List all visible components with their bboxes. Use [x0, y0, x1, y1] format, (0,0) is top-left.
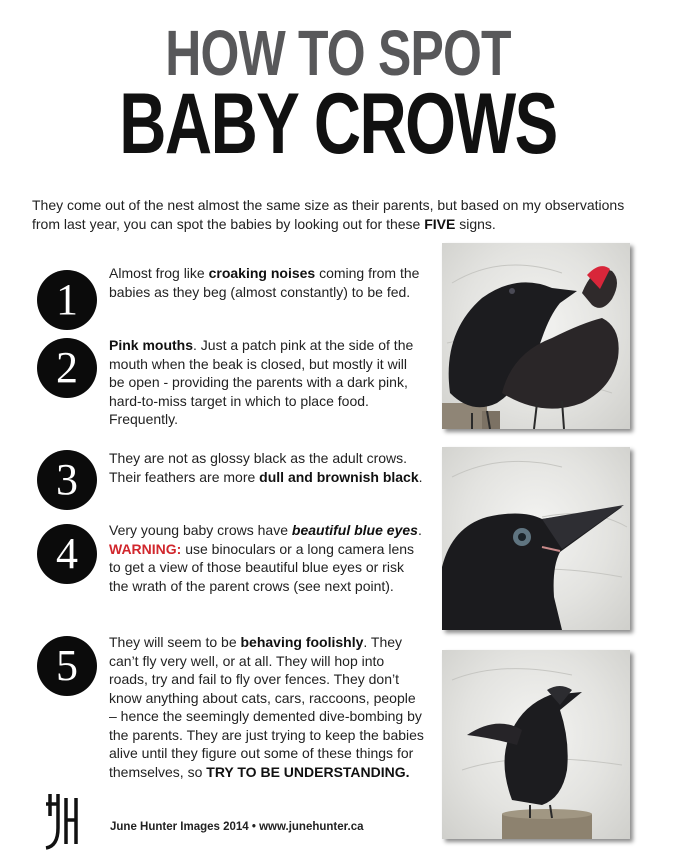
sign-5-text	[109, 633, 425, 781]
text: use binoculars or a long camera lens to get a view of those beautiful blue eyes or risk the wrath of the parent crows (see next point).	[109, 540, 415, 594]
sign-3-text	[109, 449, 425, 486]
photo-parent-feeding-baby	[442, 243, 630, 429]
emphasis: beautiful blue eyes	[291, 522, 418, 538]
text: .	[417, 522, 422, 538]
photo-blue-eyed-baby-crow	[442, 447, 630, 630]
text: Almost frog like	[109, 265, 209, 281]
title-line-1: HOW TO SPOT	[165, 17, 511, 89]
warning-label: WARNING:	[109, 540, 182, 557]
emphasis: Pink mouths	[109, 337, 194, 353]
number-badge-5: 5	[37, 636, 97, 696]
sign-4-text	[109, 521, 425, 595]
number-badge-3: 3	[37, 450, 97, 510]
intro-paragraph	[32, 196, 644, 234]
text: . Just a patch pink at the side of the mouth when the beak is closed, but mostly it will be open - providing the parents with a dark pink, hard-to-miss target in which to place food. Frequently.	[109, 337, 414, 427]
photo-standing-baby-crow	[442, 650, 630, 839]
number-badge-4: 4	[37, 524, 97, 584]
emphasis: behaving foolishly	[240, 634, 364, 650]
title-line-2: BABY CROWS	[119, 76, 557, 172]
emphasis: dull and brownish black	[259, 468, 419, 485]
intro-text: They come out of the nest almost the same size as their parents, but based on my observations from last year, you can spot the babies by looking out for these	[32, 197, 625, 232]
jh-monogram-logo	[44, 790, 80, 852]
sign-2-text	[109, 336, 425, 429]
text: coming from the babies as they beg (almost constantly) to be fed.	[109, 265, 420, 300]
text: .	[418, 468, 423, 485]
text: They are not as glossy black as the adult crows. Their feathers are more	[109, 450, 408, 485]
text: Very young baby crows have	[109, 522, 292, 538]
footer-credit: June Hunter Images 2014 • www.junehunter.ca	[110, 821, 364, 833]
number-badge-1: 1	[37, 270, 97, 330]
text: They will seem to be	[109, 634, 241, 650]
emphasis: TRY TO BE UNDERSTANDING.	[206, 763, 410, 780]
number-badge-2: 2	[37, 338, 97, 398]
intro-text-end: signs.	[455, 216, 496, 232]
emphasis: croaking noises	[208, 265, 316, 281]
text: . They can’t fly very well, or at all. They will hop into roads, try and fail to fly over fences. They don’t know anything about cats, cars, raccoons, people – hence the seemingly demented dive-bombing by the parents. They are just trying to keep the babies alive until they figure out some of these things for themselves, so	[109, 634, 424, 780]
sign-1-text	[109, 264, 425, 301]
intro-emphasis: FIVE	[424, 216, 456, 232]
